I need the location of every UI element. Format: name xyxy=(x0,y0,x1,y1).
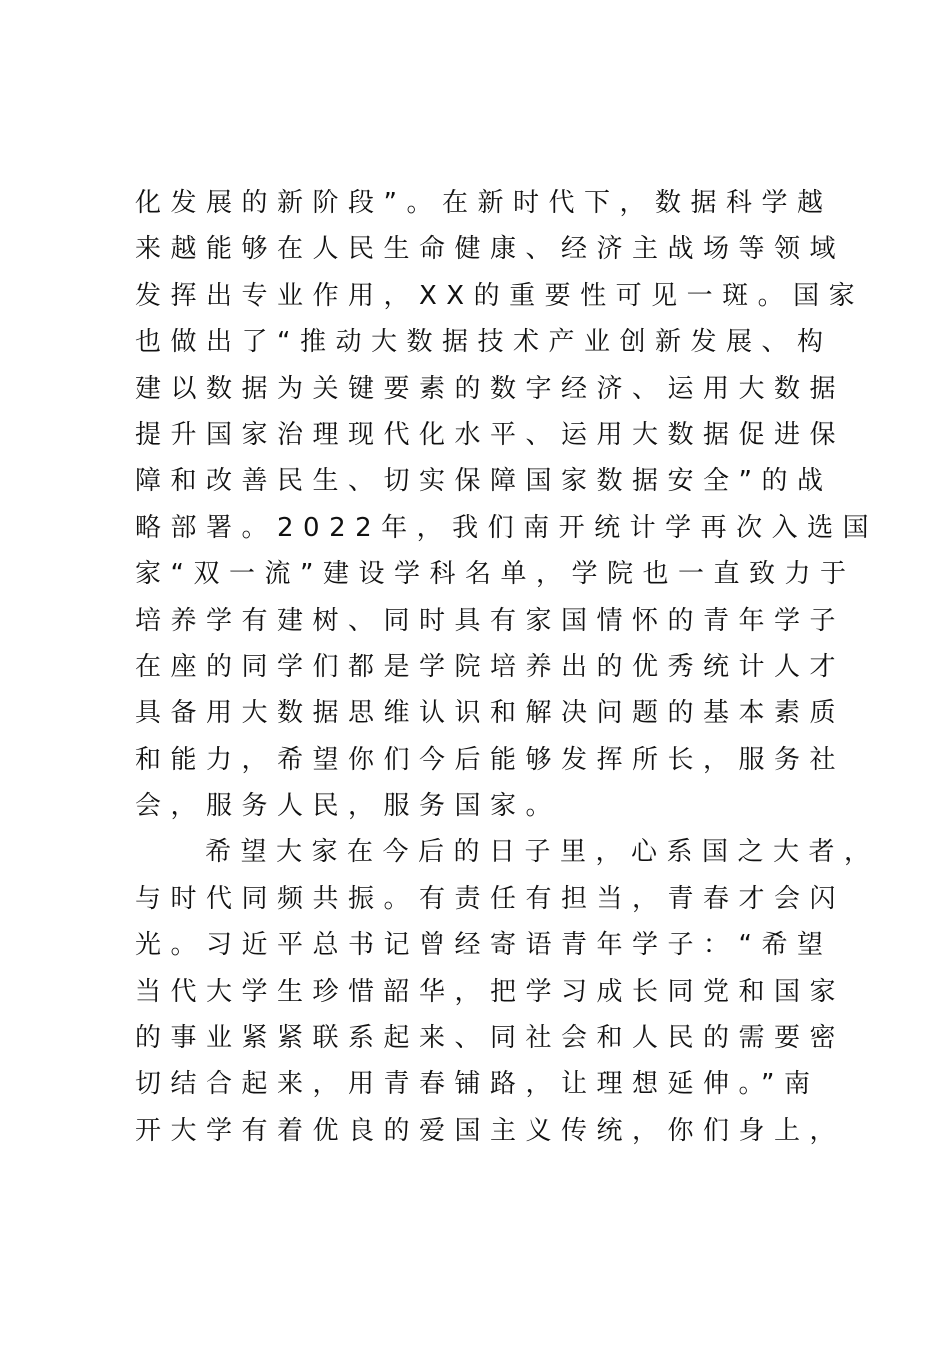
text-line: 与时代同频共振。有责任有担当，青春才会闪 xyxy=(135,883,846,914)
text-line: 化发展的新阶段”。在新时代下，数据科学越 xyxy=(135,188,833,218)
text-line: 在座的同学们都是学院培养出的优秀统计人才 xyxy=(135,651,846,682)
text-line: 建以数据为关键要素的数字经济、运用大数据 xyxy=(135,373,846,404)
text-line: 切结合起来，用青春铺路，让理想延伸。”南 xyxy=(135,1069,820,1100)
text-line: 提升国家治理现代化水平、运用大数据促进保 xyxy=(135,419,846,450)
text-line: 光。习近平总书记曾经寄语青年学子：“希望 xyxy=(135,930,833,961)
text-line: 培养学有建树、同时具有家国情怀的青年学子 xyxy=(135,605,846,636)
text-line: 发挥出专业作用，XX的重要性可见一斑。国家 xyxy=(135,280,865,311)
text-line: 来越能够在人民生命健康、经济主战场等领域 xyxy=(135,234,846,265)
text-line: 的事业紧紧联系起来、同社会和人民的需要密 xyxy=(135,1023,846,1054)
text-line: 和能力，希望你们今后能够发挥所长，服务社 xyxy=(135,744,846,775)
body-text xyxy=(135,180,880,1154)
text-line: 略部署。2022年，我们南开统计学再次入选国 xyxy=(135,512,879,543)
text-line: 开大学有着优良的爱国主义传统，你们身上， xyxy=(135,1115,846,1146)
text-line: 也做出了“推动大数据技术产业创新发展、构 xyxy=(135,327,833,358)
text-line: 家“双一流”建设学科名单，学院也一直致力于 xyxy=(135,559,856,590)
text-line-indented: 希望大家在今后的日子里，心系国之大者， xyxy=(205,837,880,868)
text-line: 当代大学生珍惜韶华，把学习成长同党和国家 xyxy=(135,976,846,1007)
text-line: 具备用大数据思维认识和解决问题的基本素质 xyxy=(135,698,846,729)
text-line: 会，服务人民，服务国家。 xyxy=(135,791,562,822)
text-line: 障和改善民生、切实保障国家数据安全”的战 xyxy=(135,466,833,497)
